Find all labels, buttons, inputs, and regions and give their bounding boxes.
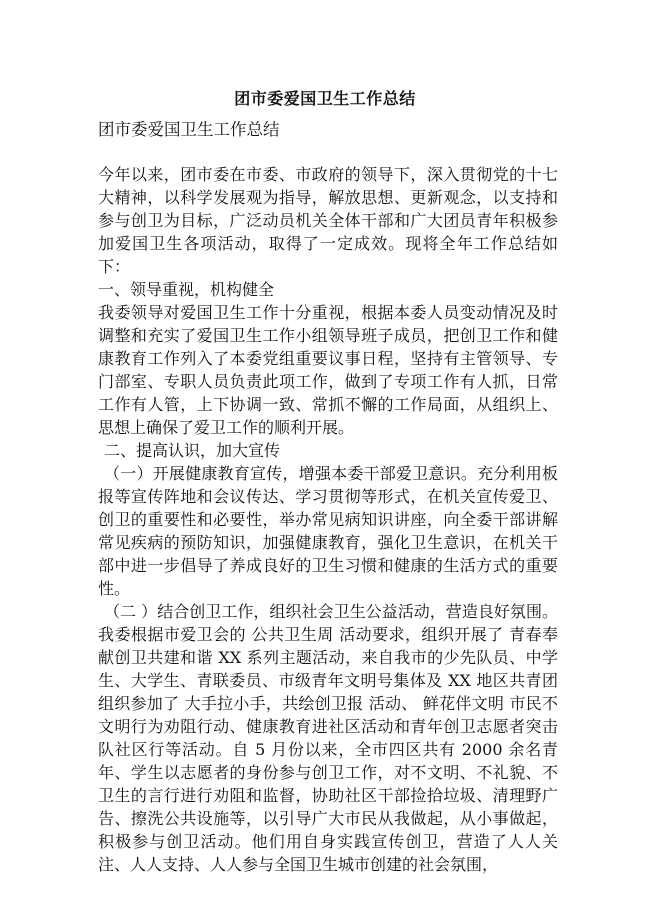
section-1-paragraph: 我委领导对爱国卫生工作十分重视，根据本委人员变动情况及时调整和充实了爱国卫生工作小组领导班子成员，把创卫工作和健康教育工作列入了本委党组重要议事日程，坚持有主管领导、专门部室、专职人员负责此项工作，做到了专项工作有人抓，日常工作有人管，上下协调一致、常抓不懈的工作局面，从组织上、思想上确保了爱卫工作的顺利开展。 — [98, 303, 558, 437]
intro-paragraph: 今年以来，团市委在市委、市政府的领导下，深入贯彻党的十七大精神，以科学发展观为指导，解放思想、更新观念，以支持和参与创卫为目标，广泛动员机关全体干部和广大团员青年积极参加爱国卫生各项活动，取得了一定成效。现将全年工作总结如下： — [98, 165, 558, 276]
section-2-heading: 二、提高认识，加大宣传 — [104, 441, 281, 460]
document-body — [98, 163, 558, 876]
section-1-heading: 一、领导重视，机构健全 — [98, 280, 275, 299]
document-title: 团市委爱国卫生工作总结 — [234, 89, 416, 108]
document-subtitle: 团市委爱国卫生工作总结 — [98, 120, 280, 139]
section-2-paragraph-2: （二 ）结合创卫工作，组织社会卫生公益活动，营造良好氛围。我委根据市爱卫会的 公共卫生周 活动要求，组织开展了 青春奉献创卫共建和谐 XX 系列主题活动，来自我市的少先队员、中学生、大学生、青联委员、市级青年文明号集体及 XX 地区共青团组织参加了 大手拉小手，共绘创卫报 活动、 鲜花伴文明 市民不文明行为劝阻行动、健康教育进社区活动和青年创卫志愿者突击队社区行等活动。自 5 月份以来，全市四区共有 2000 余名青年、学生以志愿者的身份参与创卫工作，对不文明、不礼貌、不卫生的言行进行劝阻和监督，协助社区干部捡拾垃圾、清理野广告、擦洗公共设施等，以引导广大市民从我做起，从小事做起，积极参与创卫活动。他们用自身实践宣传创卫，营造了人人关注、人人支持、人人参与全国卫生城市创建的社会氛围， — [98, 602, 558, 874]
section-2-paragraph-1: （一）开展健康教育宣传，增强本委干部爱卫意识。充分利用板报等宣传阵地和会议传达、学习贯彻等形式，在机关宣传爱卫、创卫的重要性和必要性，举办常见病知识讲座，向全委干部讲解常见疾病的预防知识，加强健康教育，强化卫生意识，在机关干部中进一步倡导了养成良好的卫生习惯和健康的生活方式的重要性。 — [98, 464, 558, 598]
